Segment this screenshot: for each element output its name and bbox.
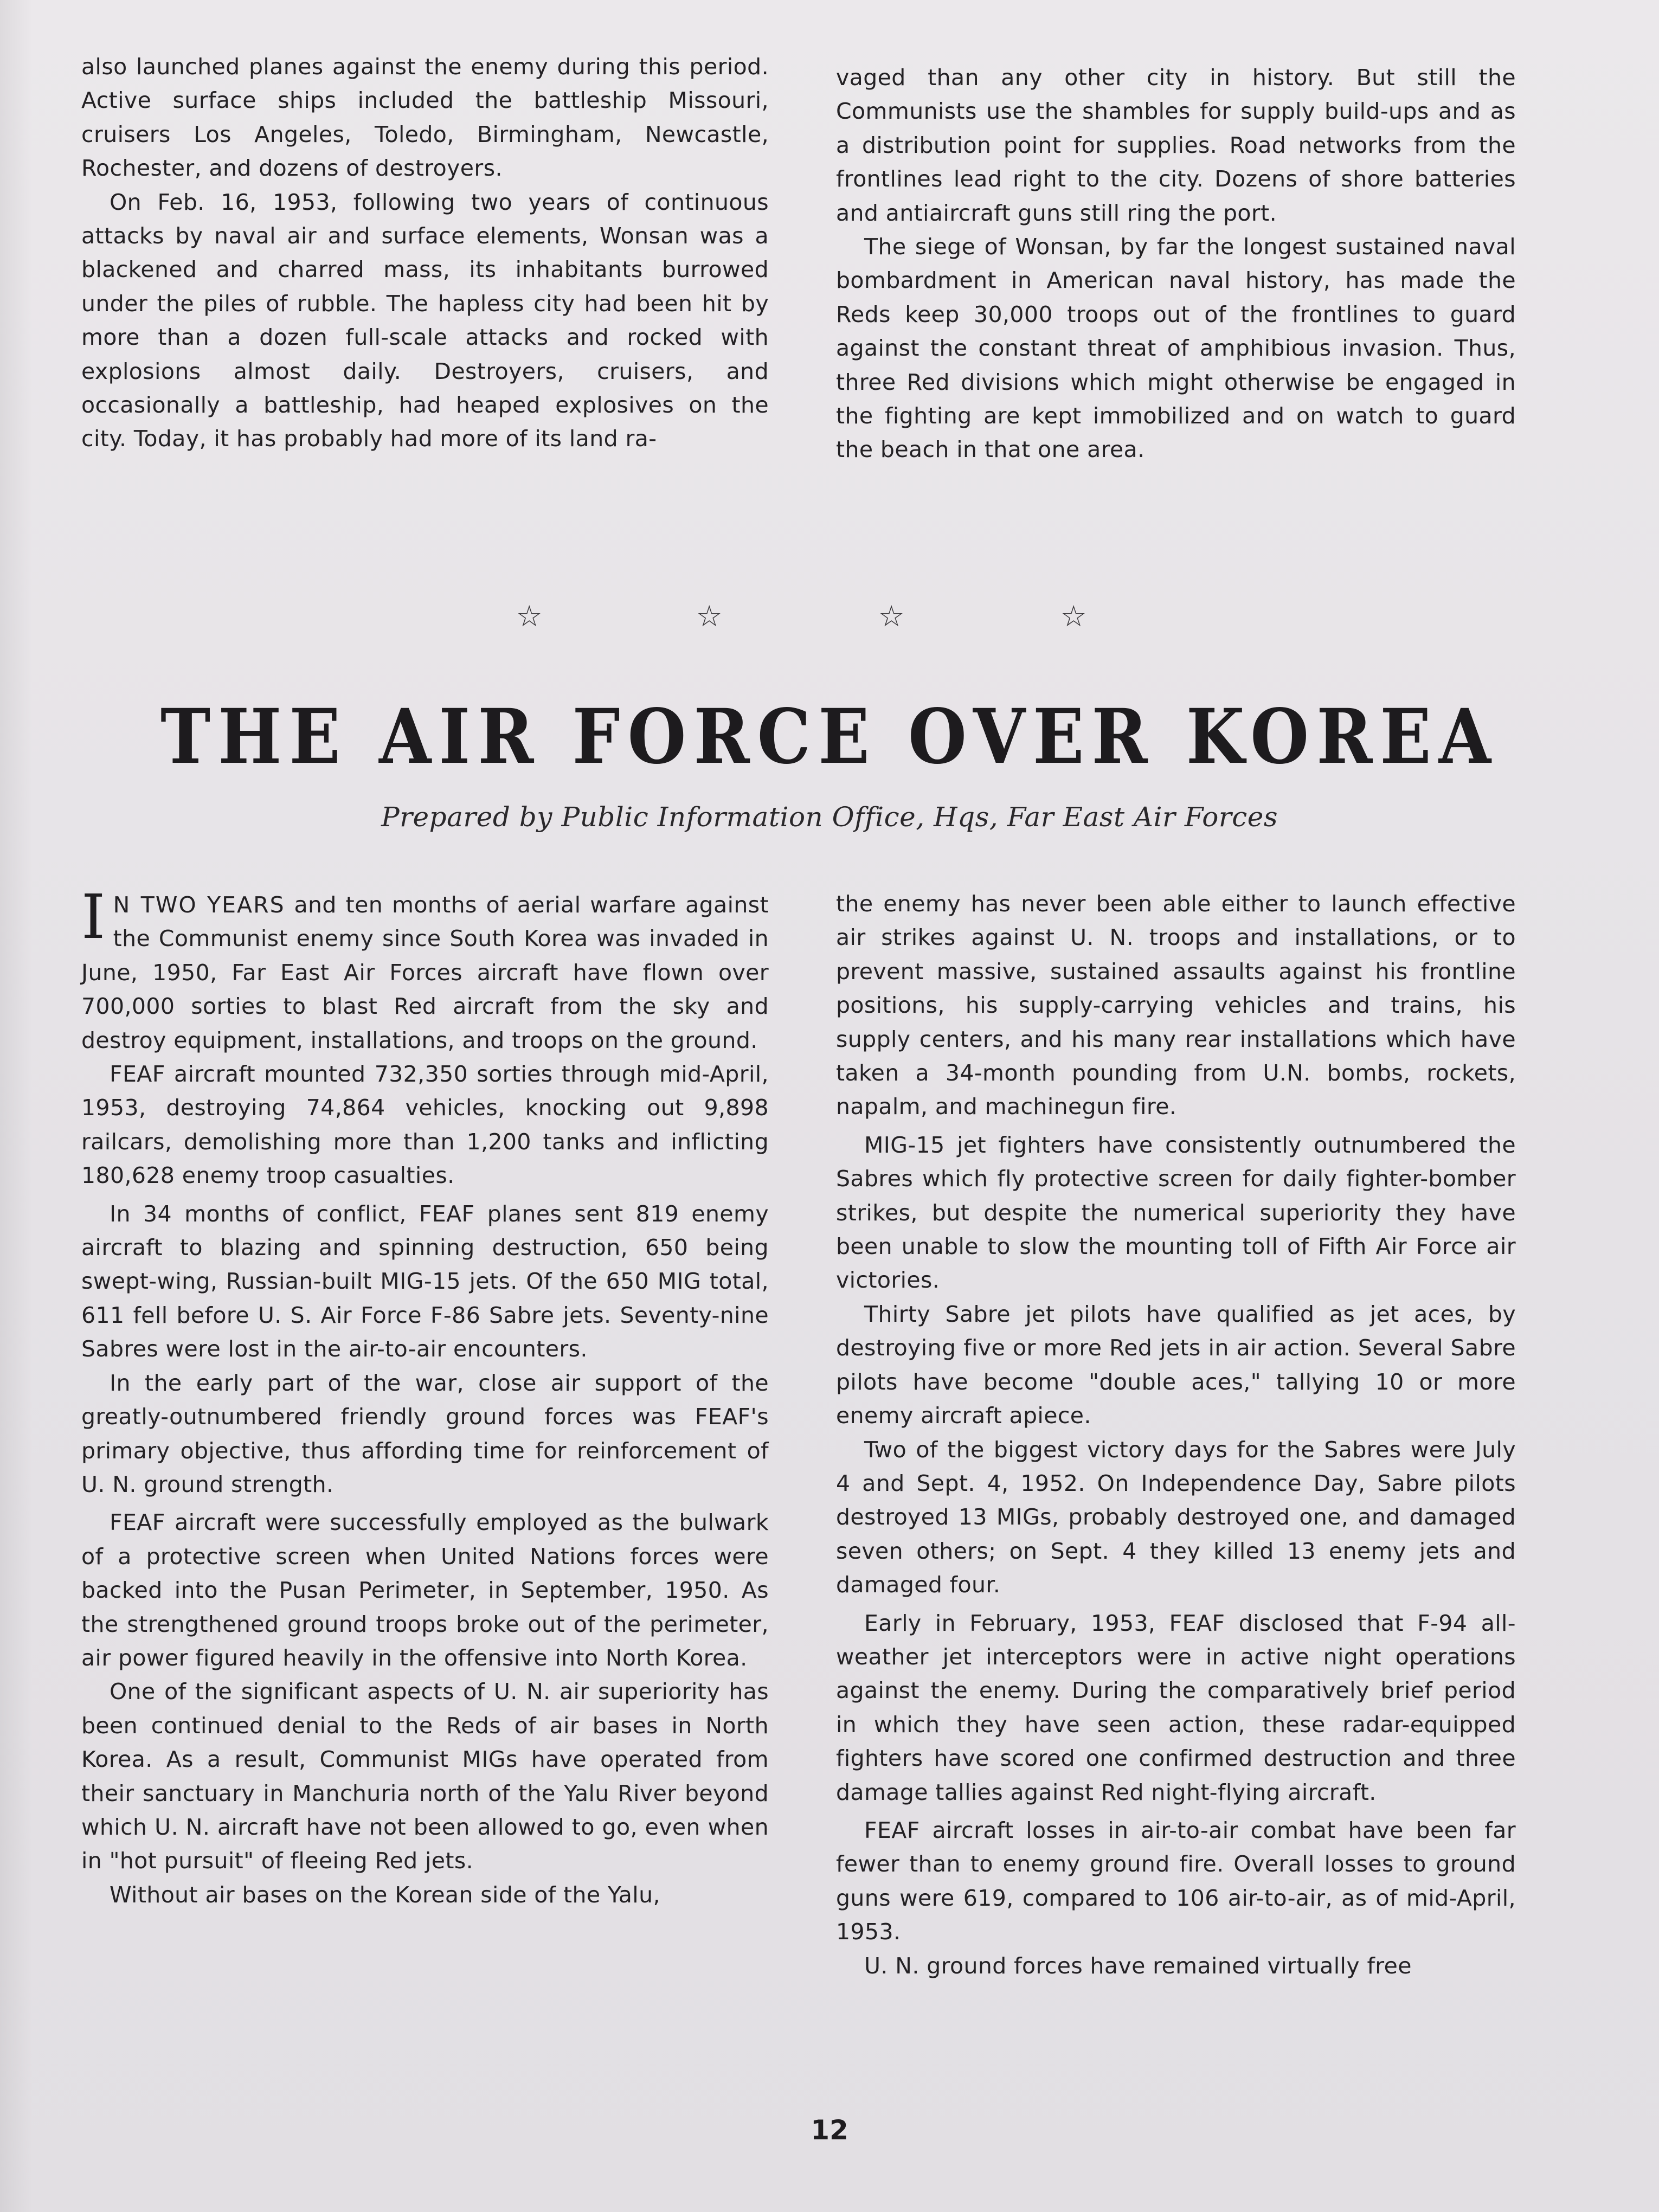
paragraph: U. N. ground forces have remained virtually free (864, 1952, 1412, 1979)
paragraph: The siege of Wonsan, by far the longest sustained naval bombardment in American naval history, has made the Reds keep 30,000 troops out of the frontlines to guard against the constant threat of amphibious invasion. Thus, three Red divisions which might otherwise be engaged in the fighting are kept immobilized and on watch to guard the beach in that one area. (836, 234, 1516, 463)
page-number: 12 (811, 2114, 848, 2146)
article-left-column (81, 882, 769, 1912)
lead-caps: N TWO YEARS (113, 892, 285, 918)
paragraph: FEAF aircraft mounted 732,350 sorties through mid-April, 1953, destroying 74,864 vehicles, knocking out 9,898 railcars, demolishing more than 1,200 tanks and inflicting 180,628 enemy troop casualties. (81, 1061, 769, 1189)
drop-cap: I (81, 882, 106, 953)
paragraph: Two of the biggest victory days for the Sabres were July 4 and Sept. 4, 1952. On Independence Day, Sabre pilots destroyed 13 MIGs, probably destroyed one, and damaged seven others; on Sept. 4 they killed 13 enemy jets and damaged four. (836, 1436, 1516, 1598)
paragraph: Early in February, 1953, FEAF disclosed that F-94 all-weather jet interceptors were in active night operations against the enemy. During the comparatively brief period in which they have seen action, these radar-equipped fighters have scored one confirmed destruction and three damage tallies against Red night-flying aircraft. (836, 1610, 1516, 1805)
star-icon: ☆ (1060, 599, 1087, 633)
star-separator (0, 599, 1659, 637)
paragraph: MIG-15 jet fighters have consistently outnumbered the Sabres which fly protective screen for daily fighter-bomber strikes, but despite the numerical superiority they have been unable to slow the mounting toll of Fifth Air Force air victories. (836, 1131, 1516, 1294)
article-byline: Prepared by Public Information Office, Hqs, Far East Air Forces (381, 801, 1278, 833)
lead-paragraph (81, 882, 769, 1057)
paragraph: In the early part of the war, close air support of the greatly-outnumbered friendly ground forces was FEAF's primary objective, thus affording time for reinforcement of U. N. ground strength. (81, 1369, 769, 1497)
star-icon: ☆ (878, 599, 905, 633)
article-right-column (836, 887, 1516, 1983)
paragraph: the enemy has never been able either to launch effective air strikes against U. N. troops and installations, or to prevent massive, sustained assaults against his frontline positions, his supply-carrying vehicles and trains, his supply centers, and his many rear installations which have taken a 34-month pounding from U.N. bombs, rockets, napalm, and machinegun fire. (836, 891, 1516, 1120)
paragraph: also launched planes against the enemy during this period. Active surface ships included the battleship Missouri, cruisers Los Angeles, Toledo, Birmingham, Newcastle, Rochester, and dozens of destroyers. (81, 54, 769, 182)
star-icon: ☆ (696, 599, 723, 633)
paragraph: FEAF aircraft were successfully employed as the bulwark of a protective screen when United Nations forces were backed into the Pusan Perimeter, in September, 1950. As the strengthened ground troops broke out of the perimeter, air power figured heavily in the offensive into North Korea. (81, 1509, 769, 1671)
paragraph: Thirty Sabre jet pilots have qualified as jet aces, by destroying five or more Red jets in air action. Several Sabre pilots have become "double aces," tallying 10 or more enemy aircraft apiece. (836, 1301, 1516, 1429)
article-title: THE AIR FORCE OVER KOREA (160, 693, 1499, 781)
paragraph: In 34 months of conflict, FEAF planes sent 819 enemy aircraft to blazing and spinning destruction, 650 being swept-wing, Russian-built MIG-15 jets. Of the 650 MIG total, 611 fell before U. S. Air Force F-86 Sabre jets. Seventy-nine Sabres were lost in the air-to-air encounters. (81, 1200, 769, 1362)
paragraph: vaged than any other city in history. But still the Communists use the shambles for supply build-ups and as a distribution point for supplies. Road networks from the frontlines lead right to the city. Dozens of shore batteries and antiaircraft guns still ring the port. (836, 65, 1516, 226)
paragraph: One of the significant aspects of U. N. air superiority has been continued denial to the Reds of air bases in North Korea. As a result, Communist MIGs have operated from their sanctuary in Manchuria north of the Yalu River beyond which U. N. aircraft have not been allowed to go, even when in "hot pursuit" of fleeing Red jets. (81, 1679, 769, 1874)
page-gutter-shadow (0, 0, 33, 2212)
lead-text: and ten months of aerial warfare against the Communist enemy since South Korea was invaded in June, 1950, Far East Air Forces aircraft have flown over 700,000 sorties to blast Red aircraft from the sky and destroy equipment, installations, and troops on the ground. (81, 892, 769, 1053)
top-left-column (81, 50, 769, 456)
paragraph: Without air bases on the Korean side of the Yalu, (110, 1881, 660, 1908)
star-icon: ☆ (516, 599, 543, 633)
paragraph: FEAF aircraft losses in air-to-air combat have been far fewer than to enemy ground fire. Overall losses to ground guns were 619, compared to 106 air-to-air, as of mid-April, 1953. (836, 1817, 1516, 1945)
paragraph: On Feb. 16, 1953, following two years of continuous attacks by naval air and surface elements, Wonsan was a blackened and charred mass, its inhabitants burrowed under the piles of rubble. The hapless city had been hit by more than a dozen full-scale attacks and rocked with explosions almost daily. Destroyers, cruisers, and occasionally a battleship, had heaped explosives on the city. Today, it has probably had more of its land ra- (81, 189, 769, 452)
top-right-column (836, 61, 1516, 467)
